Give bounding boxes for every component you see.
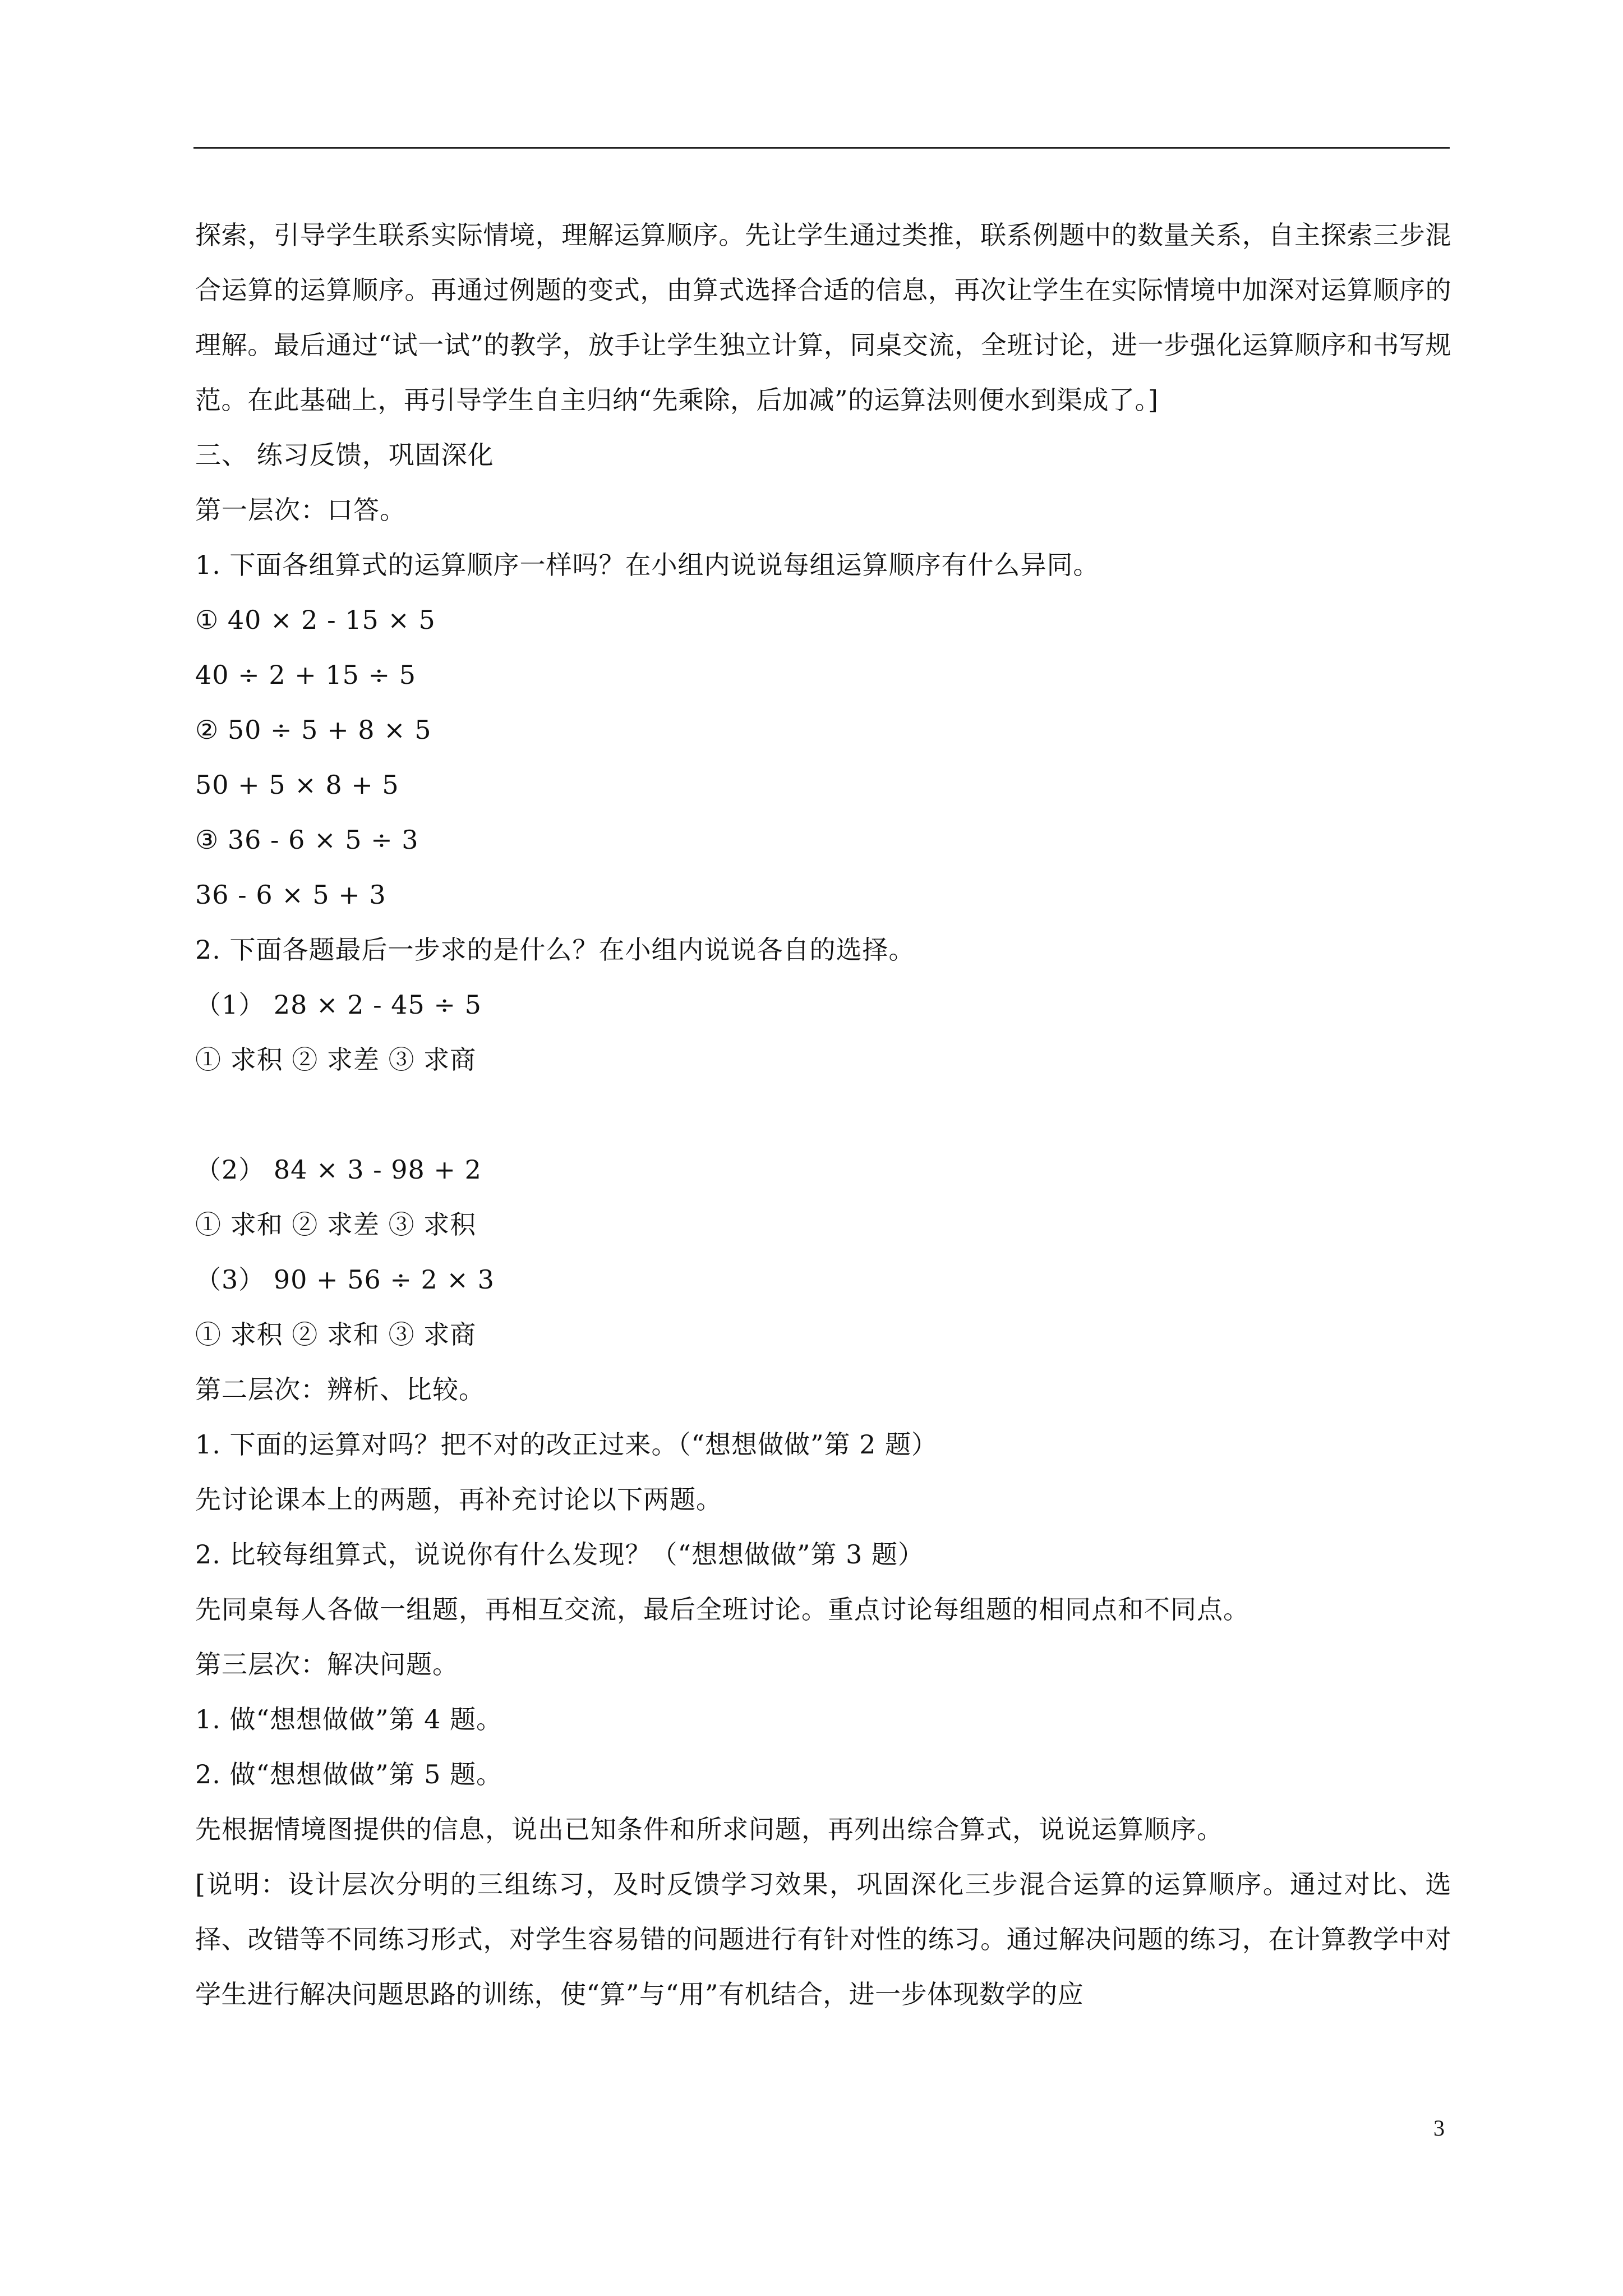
level3-title: 第三层次：解决问题。 (195, 1649, 459, 1680)
level3-line: 1. 做“想想做做”第 4 题。 (195, 1704, 503, 1734)
level1-title: 第一层次：口答。 (195, 495, 406, 525)
intro-paragraph: 探索，引导学生联系实际情境，理解运算顺序。先让学生通过类推，联系例题中的数量关系，自主探索三步混合运算的运算顺序。再通过例题的变式，由算式选择合适的信息，再次让学生在实际情境中加深对运算顺序的理解。最后通过“试一试”的教学，放手让学生独立计算，同桌交流，全班讨论，进一步强化运算顺序和书写规范。在此基础上，再引导学生自主归纳“先乘除，后加减”的运算法则便水到渠成了。] (195, 220, 1451, 415)
level2-line: 1. 下面的运算对吗？把不对的改正过来。（“想想做做”第 2 题） (195, 1429, 938, 1460)
level2-title: 第二层次：辨析、比较。 (195, 1374, 485, 1405)
expression-line: ① 40 × 2 - 15 × 5 (195, 605, 436, 635)
q2-part1-expression: （1） 28 × 2 - 45 ÷ 5 (195, 990, 482, 1020)
level3-line: 2. 做“想想做做”第 5 题。 (195, 1759, 503, 1789)
level1-q2-prompt: 2. 下面各题最后一步求的是什么？在小组内说说各自的选择。 (195, 935, 915, 965)
note-paragraph: [说明：设计层次分明的三组练习，及时反馈学习效果，巩固深化三步混合运算的运算顺序。通过对比、选择、改错等不同练习形式，对学生容易错的问题进行有针对性的练习。通过解决问题的练习，在计算教学中对学生进行解决问题思路的训练，使“算”与“用”有机结合，进一步体现数学的应 (195, 1869, 1451, 2009)
q2-part3-choices: ① 求积 ② 求和 ③ 求商 (195, 1319, 477, 1350)
expression-line: 40 ÷ 2 + 15 ÷ 5 (195, 660, 416, 690)
expression-line: 36 - 6 × 5 + 3 (195, 880, 386, 910)
level2-line: 先同桌每人各做一组题，再相互交流，最后全班讨论。重点讨论每组题的相同点和不同点。 (195, 1594, 1249, 1625)
q2-part1-choices: ① 求积 ② 求差 ③ 求商 (195, 1045, 477, 1075)
q2-part3-expression: （3） 90 + 56 ÷ 2 × 3 (195, 1264, 495, 1295)
expression-line: ③ 36 - 6 × 5 ÷ 3 (195, 825, 419, 855)
q2-part2-expression: （2） 84 × 3 - 98 + 2 (195, 1154, 482, 1185)
level1-q1-prompt: 1. 下面各组算式的运算顺序一样吗？在小组内说说每组运算顺序有什么异同。 (195, 550, 1100, 580)
expression-line: ② 50 ÷ 5 + 8 × 5 (195, 715, 432, 745)
q2-part2-choices: ① 求和 ② 求差 ③ 求积 (195, 1209, 477, 1240)
level3-line: 先根据情境图提供的信息，说出已知条件和所求问题，再列出综合算式，说说运算顺序。 (195, 1814, 1223, 1844)
expression-line: 50 + 5 × 8 + 5 (195, 770, 399, 800)
document-body (195, 208, 1451, 2022)
header-rule (193, 147, 1450, 149)
section-title: 三、 练习反馈，巩固深化 (195, 440, 494, 470)
page-number: 3 (1433, 2115, 1445, 2141)
blank-gap (195, 1087, 1451, 1142)
level2-line: 2. 比较每组算式，说说你有什么发现？（“想想做做”第 3 题） (195, 1539, 925, 1570)
level2-line: 先讨论课本上的两题，再补充讨论以下两题。 (195, 1484, 722, 1515)
